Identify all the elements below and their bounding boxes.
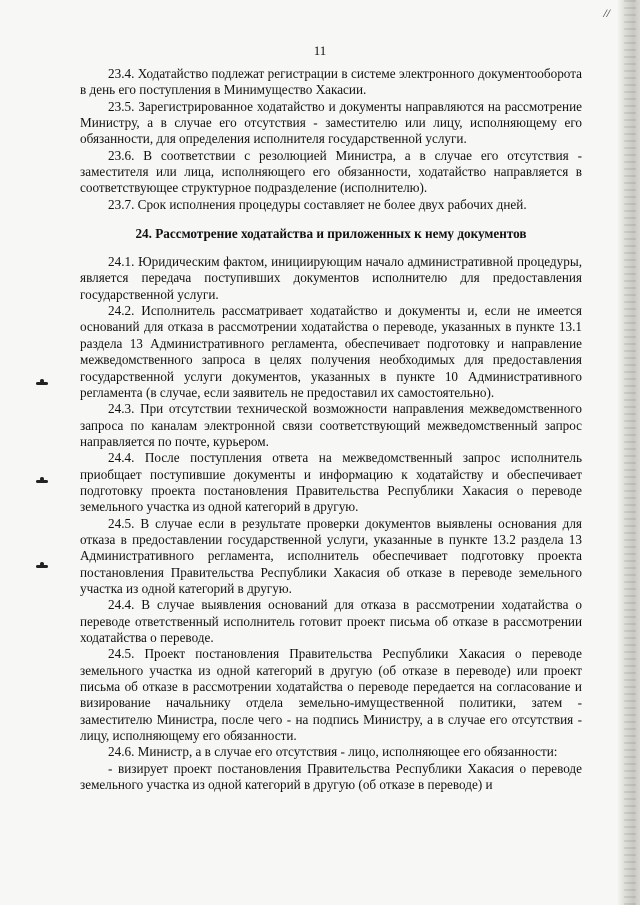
paragraph-24-6: 24.6. Министр, а в случае его отсутствия - лицо, исполняющее его обязанности:: [108, 744, 558, 760]
paragraph-list-item: - визирует проект постановления Правительства Республики Хакасия о переводе земельного участка из одной категорий в другую (об отказе в переводе) и: [80, 760, 582, 793]
section-heading: 24. Рассмотрение ходатайства и приложенных к нему документов: [135, 226, 527, 242]
paragraph-24-4: 24.4. После поступления ответа на межведомственный запрос исполнитель приобщает поступившие документы и информацию к ходатайству и обеспечивает подготовку проекта постановления Правительства Республики Хакасия о переводе земельного участка из одной категорий в другую.: [80, 450, 582, 515]
corner-mark: //: [603, 6, 610, 20]
scan-edge-texture: [624, 0, 636, 905]
paragraph-24-2: 24.2. Исполнитель рассматривает ходатайство и документы и, если не имеется оснований для отказа в рассмотрении ходатайства о переводе, указанных в пункте 13.1 раздела 13 Административного регламента, обеспечивает подготовку и направление межведомственного запроса в целях получения необходимых для предоставления государственной услуги документов, указанных в пункте 10 Административного регламента (в случае, если заявитель не предоставил их самостоятельно).: [80, 303, 582, 400]
margin-mark: [36, 565, 48, 568]
page-number: 11: [313, 43, 327, 58]
paragraph-24-3: 24.3. При отсутствии технической возможности направления межведомственного запроса по каналам электронной связи соответствующий межведомственный запрос направляется по почте, курьером.: [80, 401, 582, 449]
paragraph-24-5-second: 24.5. Проект постановления Правительства Республики Хакасия о переводе земельного участка из одной категорий в другую (об отказе в переводе) или проект письма об отказе в рассмотрении ходатайства о переводе передается на согласование и визирование начальнику отдела земельно-имущественной политики, затем - заместителю Министра, после чего - на подпись Министру, а в случае его отсутствия - лицу, исполняющему его обязанности.: [80, 646, 582, 744]
paragraph-24-4-second: 24.4. В случае выявления оснований для отказа в рассмотрении ходатайства о переводе ответственный исполнитель готовит проект письма об отказе в рассмотрении ходатайства о переводе.: [80, 597, 582, 645]
paragraph-23-7: 23.7. Срок исполнения процедуры составляет не более двух рабочих дней.: [108, 196, 527, 212]
paragraph-24-1: 24.1. Юридическим фактом, инициирующим начало административной процедуры, является передача поступивших документов исполнителю для предоставления государственной услуги.: [80, 254, 582, 302]
paragraph-23-6: 23.6. В соответствии с резолюцией Министра, а в случае его отсутствия - заместителя или лица, исполняющего его обязанности, ходатайство направляется в соответствующее структурное подразделение (исполнителю).: [80, 147, 582, 196]
margin-mark: [36, 480, 48, 483]
paragraph-24-5: 24.5. В случае если в результате проверки документов выявлены основания для отказа в предоставлении государственной услуги, указанные в пункте 13.2 раздела 13 Административного регламента, исполнитель обеспечивает подготовку проекта постановления Правительства Республики Хакасия об отказе в переводе земельного участка из одной категорий в другую.: [80, 515, 582, 596]
paragraph-23-4: 23.4. Ходатайство подлежат регистрации в системе электронного документооборота в день его поступления в Минимущество Хакасии.: [80, 66, 582, 98]
margin-mark: [36, 382, 48, 385]
scan-edge: [618, 0, 640, 905]
document-body: [80, 66, 582, 793]
paragraph-23-5: 23.5. Зарегистрированное ходатайство и документы направляются на рассмотрение Министру, а в случае его отсутствия - заместителю или лицу, исполняющему его обязанности, для определения исполнителя государственной услуги.: [80, 98, 582, 147]
